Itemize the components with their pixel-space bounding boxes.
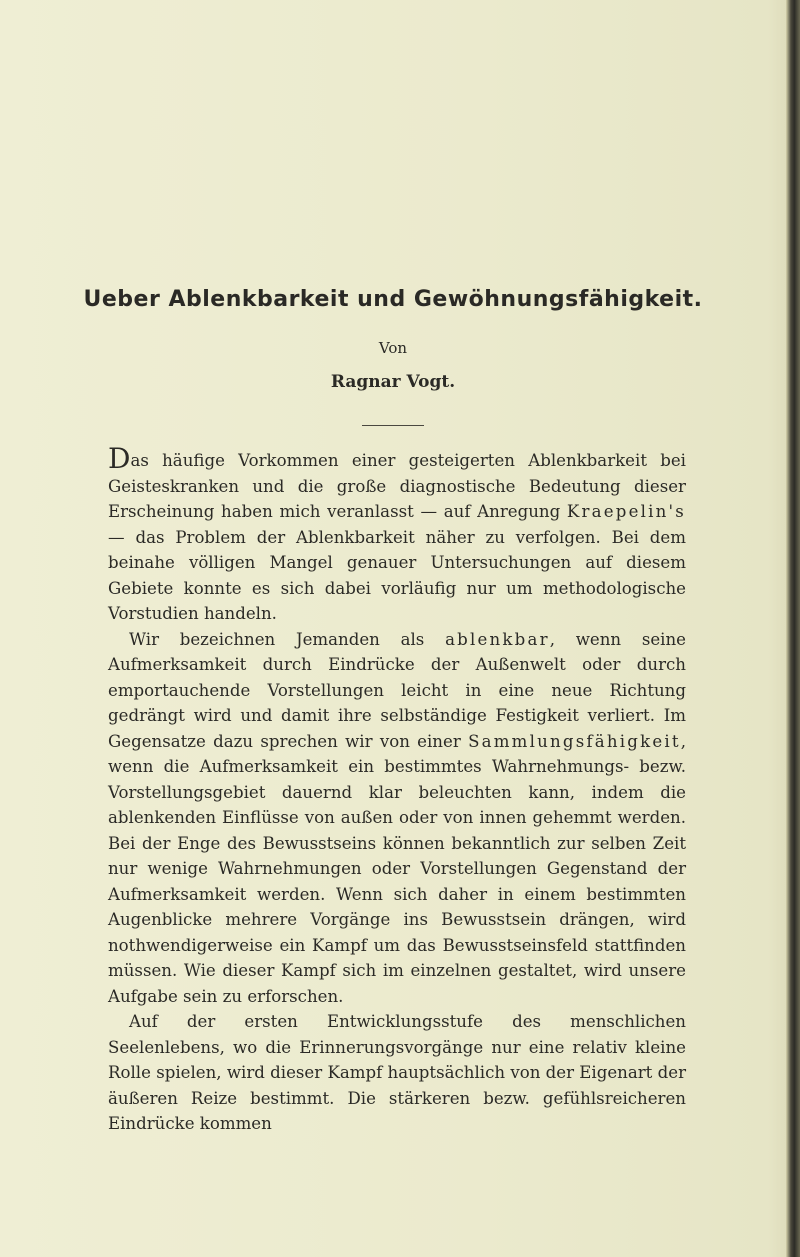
name-kraepelin: Kraepelin's (566, 502, 686, 521)
paragraph-1-text: as häufige Vorkommen einer gesteigerten Ablenkbarkeit bei Geisteskranken und die große diagnostische Bedeutung dieser Erscheinung haben mich veranlasst — auf Anregung (108, 451, 686, 521)
paragraph-2-text: Wir bezeichnen Jemanden als (129, 629, 446, 649)
paragraph-2-text-end: , wenn die Aufmerksamkeit ein bestimmtes Wahrnehmungs- bezw. Vorstellungsgebiet dauernd klar beleuchten kann, indem die ablenkenden Einflüsse von außen oder von innen gehemmt werden. Bei der Enge des Bewusstseins können bekanntlich zur selben Zeit nur wenige Wahrnehmungen oder Vorstellungen Gegenstand der Aufmerksamkeit werden. Wenn sich daher in einem bestimmten Augenblicke mehrere Vorgänge ins Bewusstsein drängen, wird nothwendigerweise ein Kampf um das Bewusstseinsfeld stattfinden müssen. Wie dieser Kampf sich im einzelnen gestaltet, wird unsere Aufgabe sein zu erforschen. (108, 731, 686, 1006)
paragraph-2-text-mid: , wenn seine Aufmerksamkeit durch Eindrücke der Außenwelt oder durch emportauchende Vorstellungen leicht in eine neue Richtung gedrängt wird und damit ihre selbständige Festigkeit verliert. Im Gegensatze dazu sprechen wir von einer (108, 629, 686, 751)
term-ablenkbar: ablenkbar (445, 629, 550, 649)
author-name: Ragnar Vogt. (330, 372, 456, 392)
term-sammlungsfaehigkeit: Sammlungsfähigkeit (468, 731, 681, 751)
separator-rule (362, 425, 424, 426)
drop-cap: D (108, 442, 131, 475)
body-text (108, 442, 687, 1137)
page-binding-edge (786, 0, 800, 1257)
paragraph-1-text-end: — das Problem der Ablenkbarkeit näher zu verfolgen. Bei dem beinahe völligen Mangel genauer Untersuchungen auf diesem Gebiete konnte es sich dabei vorläufig nur um methodologische Vorstudien handeln. (108, 527, 686, 623)
byline-von: Von (378, 339, 408, 357)
paragraph-2 (108, 627, 686, 1010)
article-title: Ueber Ablenkbarkeit und Gewöhnungsfähigkeit. (83, 287, 703, 312)
paragraph-3-text: Auf der ersten Entwicklungsstufe des menschlichen Seelenlebens, wo die Erinnerungsvorgänge nur eine relativ kleine Rolle spielen, wird dieser Kampf hauptsächlich von der Eigenart der äußeren Reize bestimmt. Die stärkeren bezw. gefühlsreicheren Eindrücke kommen (108, 1012, 687, 1133)
paragraph-1 (108, 442, 686, 627)
paragraph-3 (108, 1009, 686, 1137)
